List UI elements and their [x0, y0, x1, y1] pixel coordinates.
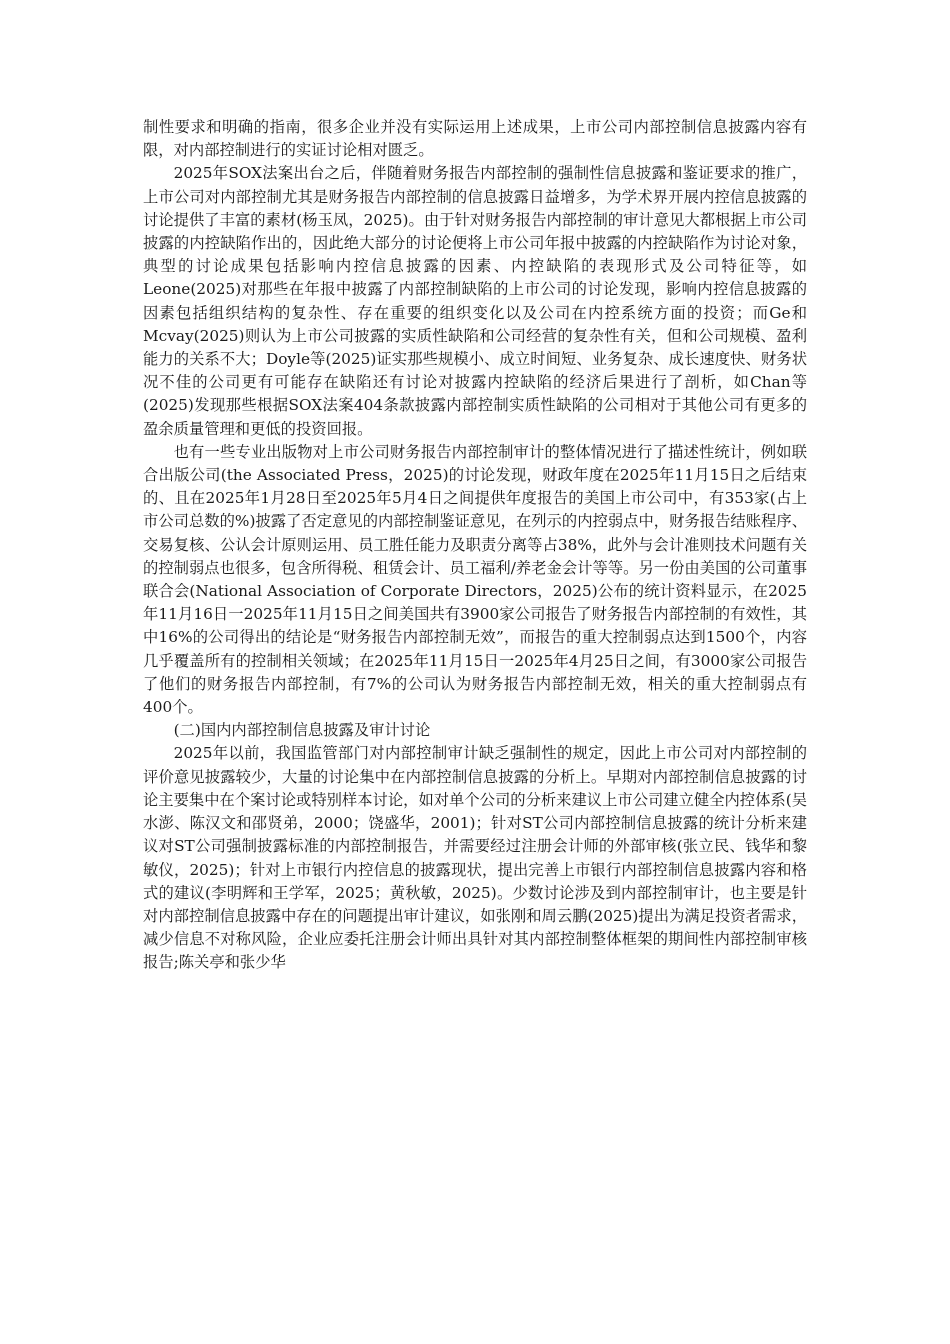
paragraph-statistics: 也有一些专业出版物对上市公司财务报告内部控制审计的整体情况进行了描述性统计，例如联合出版公司(the Associated Press，2025)的讨论发现，财政年度在2025年11月15日之后结束的、且在2025年1月28日至2025年5月4日之间提供年度报告的美国上市公司中，有353家(占上市公司总数的%)披露了否定意见的内部控制鉴证意见，在列示的内控弱点中，财务报告结账程序、交易复核、公认会计原则运用、员工胜任能力及职责分离等占38%，此外与会计准则技术问题有关的控制弱点也很多，包含所得税、租赁会计、员工福利/养老金会计等等。另一份由美国的公司董事联合会(National Association of Corporate Directors，2025)公布的统计资料显示，在2025年11月16日一2025年11月15日之间美国共有3900家公司报告了财务报告内部控制的有效性，其中16%的公司得出的结论是“财务报告内部控制无效”，而报告的重大控制弱点达到1500个，内容几乎覆盖所有的控制相关领域；在2025年11月15日一2025年4月25日之间，有3000家公司报告了他们的财务报告内部控制，有7%的公司认为财务报告内部控制无效，相关的重大控制弱点有400个。 [143, 442, 807, 717]
section-heading: (二)国内内部控制信息披露及审计讨论 [173, 721, 431, 740]
paragraph-sox-research: 2025年SOX法案出台之后，伴随着财务报告内部控制的强制性信息披露和鉴证要求的推广，上市公司对内部控制尤其是财务报告内部控制的信息披露日益增多，为学术界开展内控信息披露的讨论提供了丰富的素材(杨玉凤，2025)。由于针对财务报告内部控制的审计意见大都根据上市公司披露的内控缺陷作出的，因此绝大部分的讨论便将上市公司年报中披露的内控缺陷作为讨论对象，典型的讨论成果包括影响内控信息披露的因素、内控缺陷的表现形式及公司特征等，如Leone(2025)对那些在年报中披露了内部控制缺陷的上市公司的讨论发现，影响内控信息披露的因素包括组织结构的复杂性、存在重要的组织变化以及公司在内控系统方面的投资；而Ge和Mcvay(2025)则认为上市公司披露的实质性缺陷和公司经营的复杂性有关，但和公司规模、盈利能力的关系不大；Doyle等(2025)证实那些规模小、成立时间短、业务复杂、成长速度快、财务状况不佳的公司更有可能存在缺陷还有讨论对披露内控缺陷的经济后果进行了剖析，如Chan等(2025)发现那些根据SOX法案404条款披露内部控制实质性缺陷的公司相对于其他公司有更多的盈余质量管理和更低的投资回报。 [143, 164, 807, 438]
paragraph-domestic-research: 2025年以前，我国监管部门对内部控制审计缺乏强制性的规定，因此上市公司对内部控制的评价意见披露较少，大量的讨论集中在内部控制信息披露的分析上。早期对内部控制信息披露的讨论主要集中在个案讨论或特别样本讨论，如对单个公司的分析来建议上市公司建立健全内控体系(吴水澎、陈汉文和邵贤弟，2000；饶盛华，2001)；针对ST公司内部控制信息披露的统计分析来建议对ST公司强制披露标准的内部控制报告，并需要经过注册会计师的外部审核(张立民、钱华和黎敏仪，2025)；针对上市银行内控信息的披露现状，提出完善上市银行内部控制信息披露内容和格式的建议(李明辉和王学军，2025；黄秋敏，2025)。少数讨论涉及到内部控制审计，也主要是针对内部控制信息披露中存在的问题提出审计建议，如张刚和周云鹏(2025)提出为满足投资者需求，减少信息不对称风险，企业应委托注册会计师出具针对其内部控制整体框架的期间性内部控制审核报告;陈关亭和张少华 [143, 744, 807, 972]
document-page [143, 116, 807, 975]
paragraph-continuation: 制性要求和明确的指南，很多企业并没有实际运用上述成果，上市公司内部控制信息披露内容有限，对内部控制进行的实证讨论相对匮乏。 [143, 118, 807, 160]
